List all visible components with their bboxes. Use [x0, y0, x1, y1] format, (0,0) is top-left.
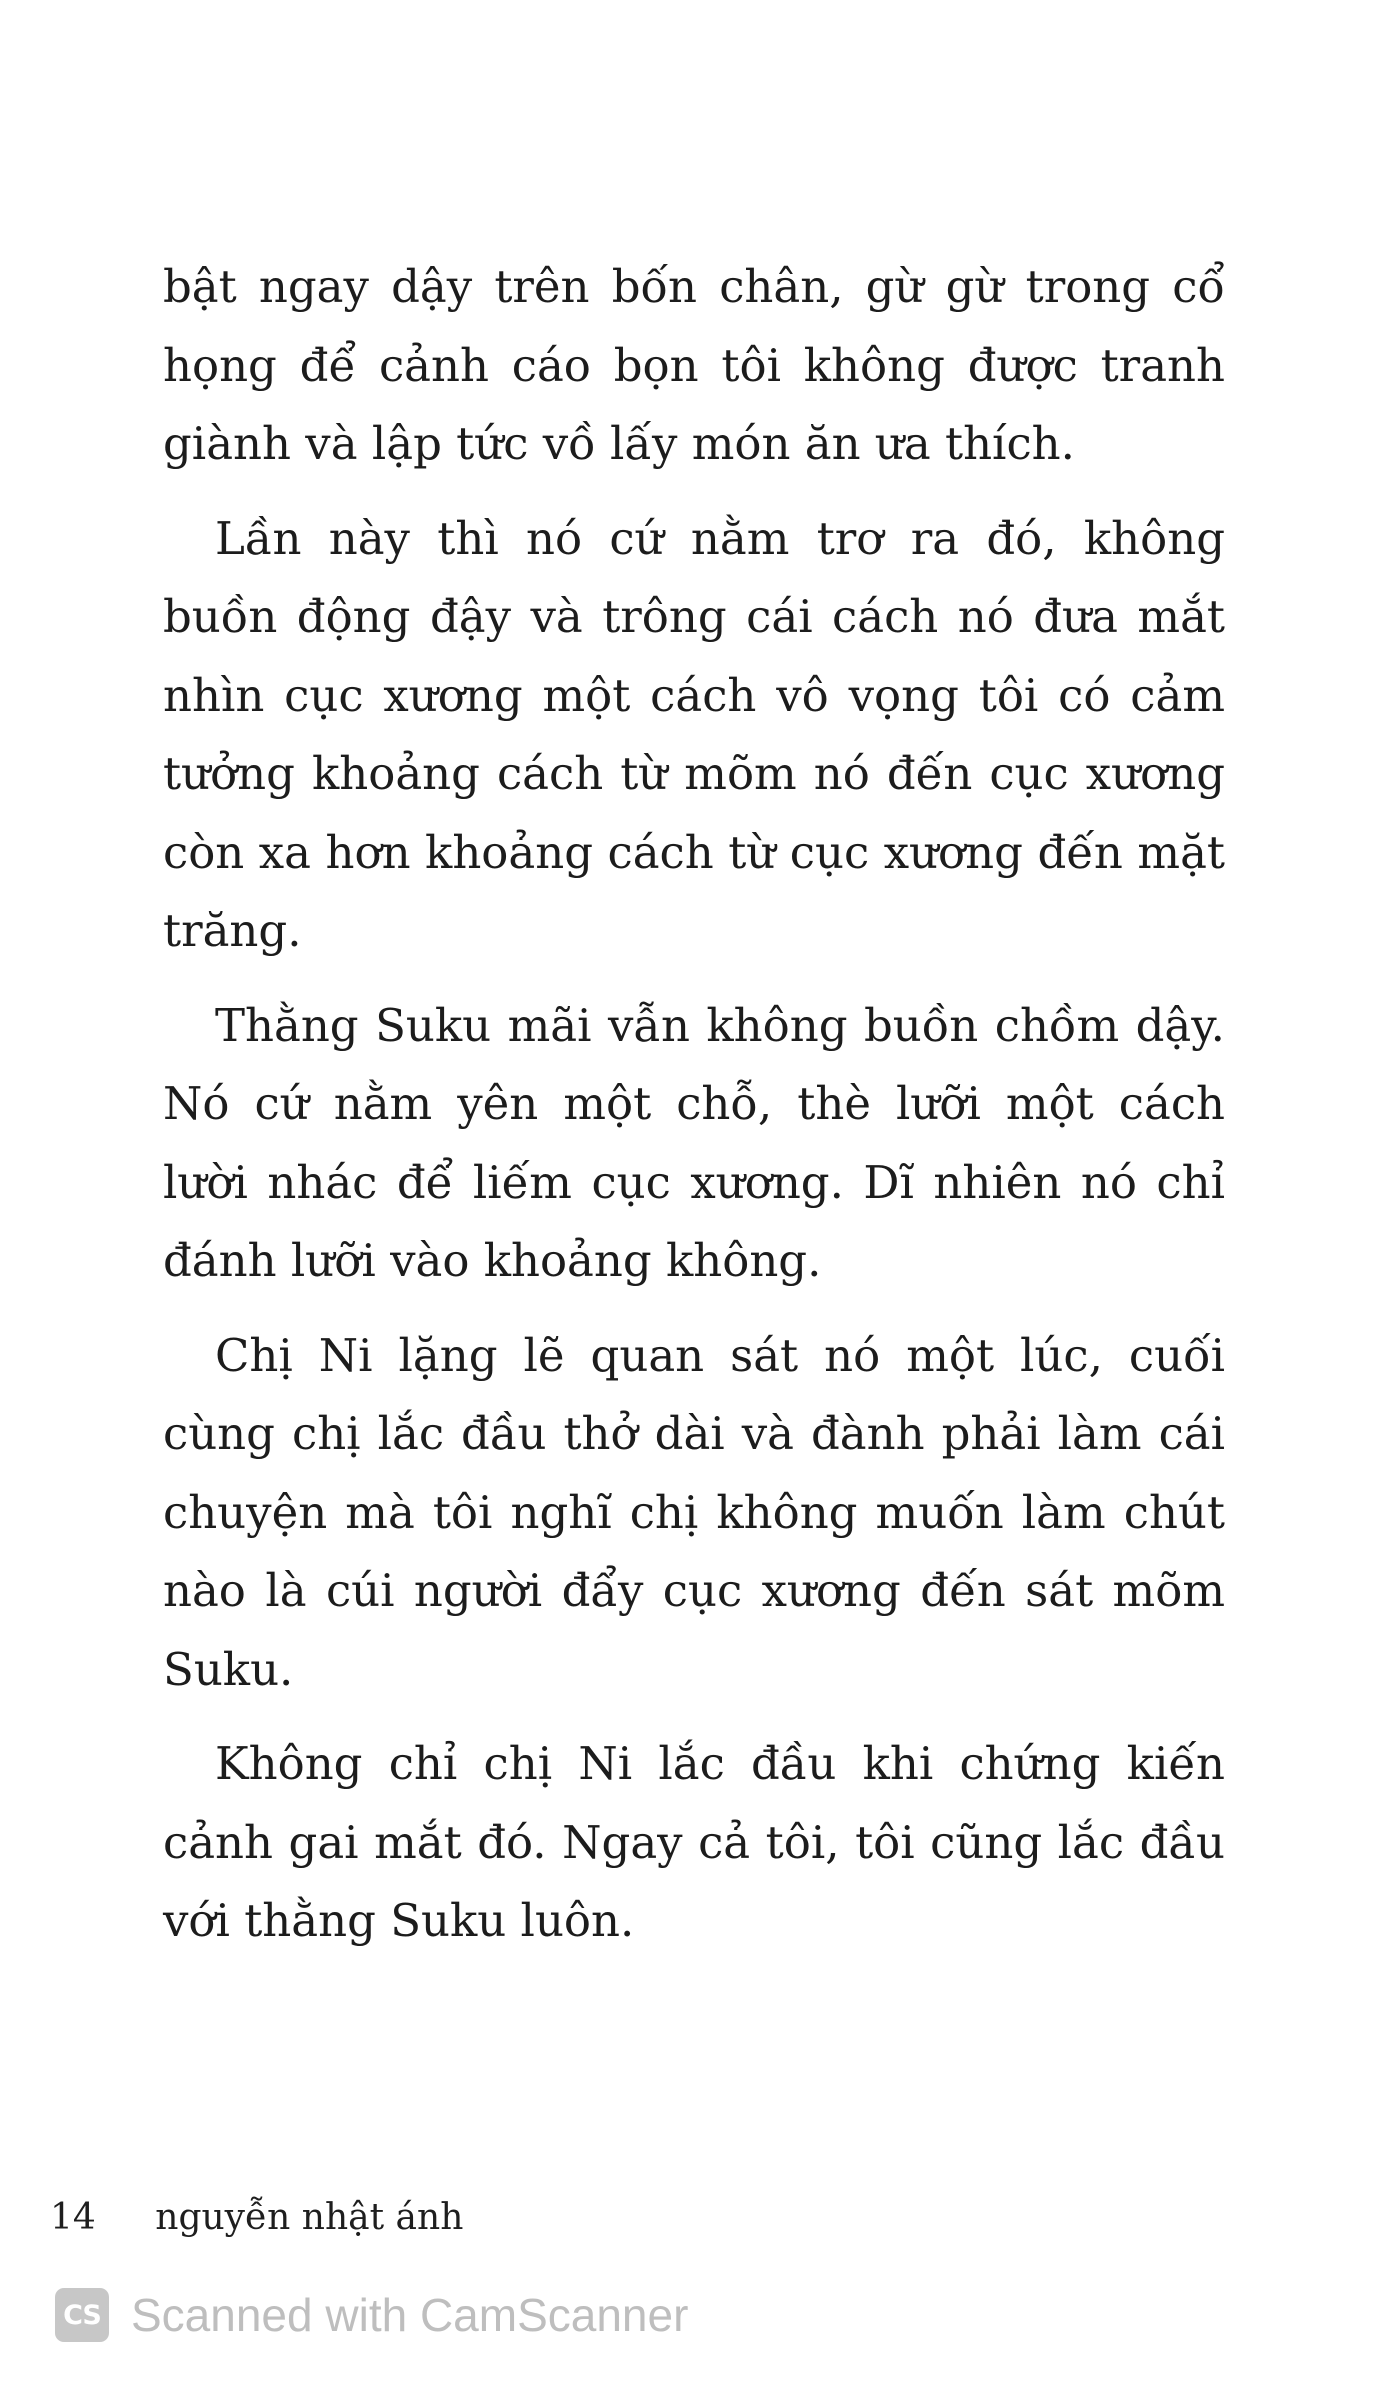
paragraph: Chị Ni lặng lẽ quan sát nó một lúc, cuối cùng chị lắc đầu thở dài và đành phải làm cái chuyện mà tôi nghĩ chị không muốn làm chút nào là cúi người đẩy cục xương đến sát mõm Suku. [163, 1328, 1225, 1696]
camscanner-logo-letters: CS [63, 2299, 101, 2331]
paragraph: Lần này thì nó cứ nằm trơ ra đó, không buồn động đậy và trông cái cách nó đưa mắt nhìn cục xương một cách vô vọng tôi có cảm tưởng khoảng cách từ mõm nó đến cục xương còn xa hơn khoảng cách từ cục xương đến mặt trăng. [163, 511, 1225, 957]
page-footer [50, 2197, 463, 2238]
camscanner-logo-icon [55, 2288, 109, 2342]
author-name: nguyễn nhật ánh [155, 2197, 464, 2238]
camscanner-watermark [55, 2288, 688, 2342]
paragraph: Thằng Suku mãi vẫn không buồn chồm dậy. Nó cứ nằm yên một chỗ, thè lưỡi một cách lười nhác để liếm cục xương. Dĩ nhiên nó chỉ đánh lưỡi vào khoảng không. [163, 998, 1225, 1287]
body-text [163, 248, 1225, 1977]
page-number: 14 [50, 2197, 96, 2238]
paragraph: Không chỉ chị Ni lắc đầu khi chứng kiến cảnh gai mắt đó. Ngay cả tôi, tôi cũng lắc đầu với thằng Suku luôn. [163, 1737, 1225, 1947]
watermark-text: Scanned with CamScanner [131, 2289, 689, 2341]
paragraph-continuation: bật ngay dậy trên bốn chân, gừ gừ trong cổ họng để cảnh cáo bọn tôi không được tranh giành và lập tức vồ lấy món ăn ưa thích. [163, 260, 1225, 470]
